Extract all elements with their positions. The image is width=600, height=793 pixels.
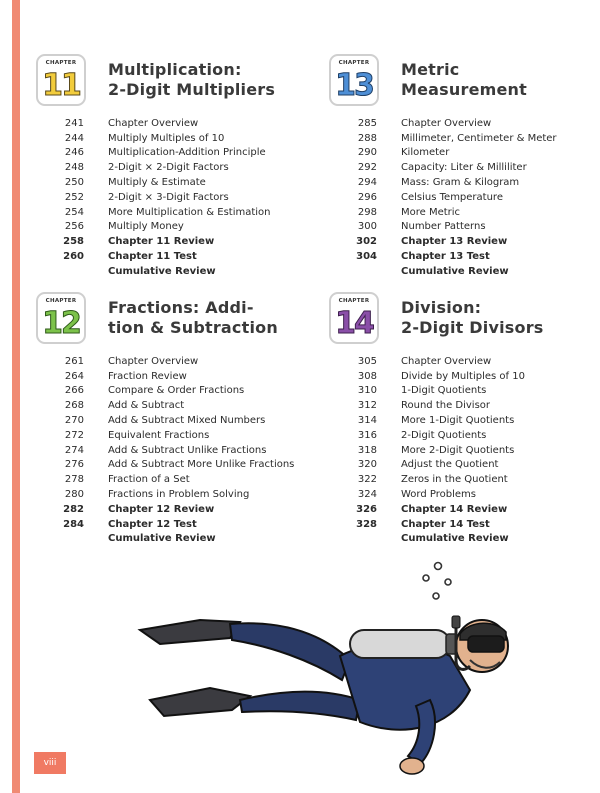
toc-entry-label: Multiply & Estimate: [108, 177, 206, 189]
toc-entry: [36, 472, 306, 487]
chapter-badge: [36, 292, 86, 344]
toc-page-number: 246: [64, 147, 84, 159]
toc-page-number: 252: [64, 191, 84, 203]
toc-page-number: 270: [64, 415, 84, 427]
toc-page-number: 244: [64, 132, 84, 144]
toc-page-number: 320: [357, 459, 377, 471]
toc-entry: [36, 398, 306, 413]
dive-mask-icon: [468, 636, 504, 652]
toc-entry-label: Fraction of a Set: [108, 474, 190, 486]
toc-page-number: 254: [64, 206, 84, 218]
toc-entry-label: Mass: Gram & Kilogram: [401, 177, 520, 189]
toc-page-number: 256: [64, 221, 84, 233]
toc-entry-label: Number Patterns: [401, 221, 486, 233]
toc-entry: [329, 234, 599, 249]
toc-entry: [36, 190, 306, 205]
toc-entry: [329, 398, 599, 413]
toc-page-number: 318: [357, 444, 377, 456]
toc-page-number: 296: [357, 191, 377, 203]
chapter-badge-number: 11: [42, 68, 80, 103]
toc-entry: [36, 502, 306, 517]
toc-entry-label: Chapter 14 Review: [401, 503, 508, 515]
toc-entry: [329, 205, 599, 220]
toc-entry-label: Word Problems: [401, 489, 476, 501]
chapter-title-line1: Division:: [401, 298, 482, 317]
toc-entry-label: Fraction Review: [108, 370, 187, 382]
toc-page-number: 316: [357, 429, 377, 441]
toc-entry: [329, 487, 599, 502]
toc-page-number: 288: [357, 132, 377, 144]
toc-entry-label: Chapter 13 Test: [401, 251, 490, 263]
toc-page-number: 266: [64, 385, 84, 397]
toc-entry: [36, 116, 306, 131]
toc-entry: [329, 220, 599, 235]
chapter-badge: [329, 54, 379, 106]
toc-entry: [329, 249, 599, 264]
toc-entry: [329, 472, 599, 487]
toc-entry-label: Equivalent Fractions: [108, 429, 210, 441]
toc-entry-label: Multiply Money: [108, 221, 184, 233]
toc-entry-label: Chapter 13 Review: [401, 236, 508, 248]
chapter-title-line2: 2-Digit Multipliers: [108, 80, 276, 99]
toc-list: [329, 116, 599, 279]
toc-entry-label: Round the Divisor: [401, 400, 491, 412]
toc-entry-label: More Multiplication & Estimation: [108, 206, 271, 218]
toc-entry-label: Cumulative Review: [401, 533, 509, 545]
toc-entry-label: Zeros in the Quotient: [401, 474, 508, 486]
toc-entry: [36, 354, 306, 369]
chapter-title: [108, 298, 308, 338]
chapter-badge-number: 12: [42, 306, 80, 341]
chapter-title-line1: Fractions: Addi-: [108, 298, 254, 317]
toc-entry: [329, 354, 599, 369]
toc-page-number: 292: [357, 162, 377, 174]
toc-entry-label: Add & Subtract More Unlike Fractions: [108, 459, 295, 471]
leg-lower: [240, 692, 360, 720]
chapter-badge-number: 14: [335, 306, 373, 341]
toc-entry: [329, 146, 599, 161]
toc-entry: [329, 517, 599, 532]
toc-entry: [329, 190, 599, 205]
fin-top: [140, 620, 240, 644]
toc-page-number: 278: [64, 474, 84, 486]
toc-entry: [36, 443, 306, 458]
toc-entry: [36, 220, 306, 235]
toc-entry: [36, 487, 306, 502]
leg-upper: [230, 623, 350, 680]
toc-entry-label: 1-Digit Quotients: [401, 385, 487, 397]
toc-entry-label: Multiply Multiples of 10: [108, 132, 225, 144]
toc-entry-label: Divide by Multiples of 10: [401, 370, 525, 382]
toc-entry: [36, 384, 306, 399]
toc-entry-label: 2-Digit × 2-Digit Factors: [108, 162, 229, 174]
toc-page-number: 285: [357, 117, 377, 129]
chapter-badge-label: CHAPTER: [338, 60, 370, 66]
toc-page-number: 304: [356, 251, 377, 263]
toc-entry-label: Chapter Overview: [401, 355, 492, 367]
toc-page-number: 248: [64, 162, 84, 174]
toc-page-number: 258: [63, 236, 84, 248]
bubbles-icon: [423, 563, 451, 600]
toc-entry: [329, 443, 599, 458]
toc-entry-label: More Metric: [401, 206, 461, 218]
chapter-badge: [36, 54, 86, 106]
toc-entry-label: Celsius Temperature: [401, 191, 503, 203]
toc-entry-label: Cumulative Review: [108, 533, 216, 545]
toc-entry-label: Chapter Overview: [108, 355, 199, 367]
toc-entry-label: Cumulative Review: [108, 265, 216, 277]
toc-entry: [329, 428, 599, 443]
toc-entry: [329, 160, 599, 175]
chapter-badge-label: CHAPTER: [338, 298, 370, 304]
toc-page-number: 280: [64, 489, 84, 501]
toc-entry: [329, 369, 599, 384]
toc-entry-label: Chapter Overview: [108, 117, 199, 129]
chapter-badge-label: CHAPTER: [45, 298, 77, 304]
chapter-badge-number: 13: [335, 68, 373, 103]
toc-entry-label: Compare & Order Fractions: [108, 385, 245, 397]
toc-entry: [36, 369, 306, 384]
toc-page-number: 284: [63, 518, 84, 530]
chapter-title-line2: 2-Digit Divisors: [401, 318, 544, 337]
toc-page-number: 282: [63, 503, 84, 515]
toc-entry-label: Kilometer: [401, 147, 450, 159]
toc-entry-label: Millimeter, Centimeter & Meter: [401, 132, 557, 144]
toc-entry-label: More 1-Digit Quotients: [401, 415, 515, 427]
toc-list: [36, 354, 306, 546]
toc-page-number: 241: [64, 117, 84, 129]
toc-page-number: 305: [357, 355, 377, 367]
toc-entry-label: Chapter Overview: [401, 117, 492, 129]
toc-entry: [36, 131, 306, 146]
toc-entry: [36, 532, 306, 547]
toc-entry: [329, 131, 599, 146]
toc-entry: [36, 249, 306, 264]
chapter-badge: [329, 292, 379, 344]
fin-bottom: [150, 688, 250, 716]
toc-entry: [36, 413, 306, 428]
toc-entry: [329, 384, 599, 399]
toc-page-number: 326: [356, 503, 377, 515]
toc-entry: [36, 517, 306, 532]
toc-entry-label: Add & Subtract Unlike Fractions: [108, 444, 267, 456]
chapter-title-line1: Multiplication:: [108, 60, 242, 79]
toc-entry-label: Adjust the Quotient: [401, 459, 499, 471]
toc-entry-label: Add & Subtract: [108, 400, 185, 412]
air-tank: [350, 630, 450, 658]
toc-entry: [36, 458, 306, 473]
toc-page-number: 322: [357, 474, 377, 486]
toc-entry: [36, 428, 306, 443]
toc-entry: [329, 532, 599, 547]
toc-entry: [36, 160, 306, 175]
page-number: viii: [34, 752, 66, 774]
toc-page-number: 310: [357, 385, 377, 397]
toc-page-number: 324: [357, 489, 377, 501]
page-margin-bar: [12, 0, 20, 793]
toc-page-number: 250: [64, 177, 84, 189]
toc-page-number: 328: [356, 518, 377, 530]
toc-page-number: 261: [64, 355, 84, 367]
toc-page-number: 264: [64, 370, 84, 382]
toc-entry: [329, 175, 599, 190]
toc-entry-label: 2-Digit × 3-Digit Factors: [108, 191, 229, 203]
toc-entry-label: Fractions in Problem Solving: [108, 489, 250, 501]
toc-page-number: 272: [64, 429, 84, 441]
toc-entry: [36, 205, 306, 220]
toc-entry: [36, 175, 306, 190]
chapter-title: [108, 60, 308, 100]
toc-entry: [36, 146, 306, 161]
toc-page-number: 300: [357, 221, 377, 233]
toc-list: [329, 354, 599, 546]
toc-page-number: 308: [357, 370, 377, 382]
chapter-badge-label: CHAPTER: [45, 60, 77, 66]
toc-page-number: 302: [356, 236, 377, 248]
toc-page-number: 260: [63, 251, 84, 263]
toc-page-number: 312: [357, 400, 377, 412]
toc-entry: [329, 502, 599, 517]
toc-entry-label: Multiplication-Addition Principle: [108, 147, 266, 159]
toc-entry-label: 2-Digit Quotients: [401, 429, 487, 441]
toc-entry-label: Chapter 14 Test: [401, 518, 490, 530]
toc-page-number: 268: [64, 400, 84, 412]
toc-entry: [329, 116, 599, 131]
toc-entry-label: More 2-Digit Quotients: [401, 444, 515, 456]
toc-page-number: 274: [64, 444, 84, 456]
toc-entry: [329, 413, 599, 428]
toc-entry: [36, 234, 306, 249]
toc-entry: [36, 264, 306, 279]
toc-entry: [329, 458, 599, 473]
toc-page-number: 294: [357, 177, 377, 189]
toc-entry: [329, 264, 599, 279]
toc-entry-label: Chapter 11 Review: [108, 236, 215, 248]
toc-page-number: 290: [357, 147, 377, 159]
toc-list: [36, 116, 306, 279]
toc-entry-label: Capacity: Liter & Milliliter: [401, 162, 527, 174]
scuba-diver-illustration: [120, 560, 540, 790]
chapter-title: [401, 60, 600, 100]
chapter-title: [401, 298, 600, 338]
toc-page-number: 314: [357, 415, 377, 427]
toc-entry-label: Cumulative Review: [401, 265, 509, 277]
toc-entry-label: Chapter 12 Test: [108, 518, 197, 530]
toc-entry-label: Add & Subtract Mixed Numbers: [108, 415, 266, 427]
toc-entry-label: Chapter 12 Review: [108, 503, 215, 515]
toc-page-number: 276: [64, 459, 84, 471]
chapter-title-line2: Measurement: [401, 80, 527, 99]
toc-page-number: 298: [357, 206, 377, 218]
hand: [400, 758, 424, 774]
chapter-title-line2: tion & Subtraction: [108, 318, 278, 337]
chapter-title-line1: Metric: [401, 60, 460, 79]
toc-entry-label: Chapter 11 Test: [108, 251, 197, 263]
